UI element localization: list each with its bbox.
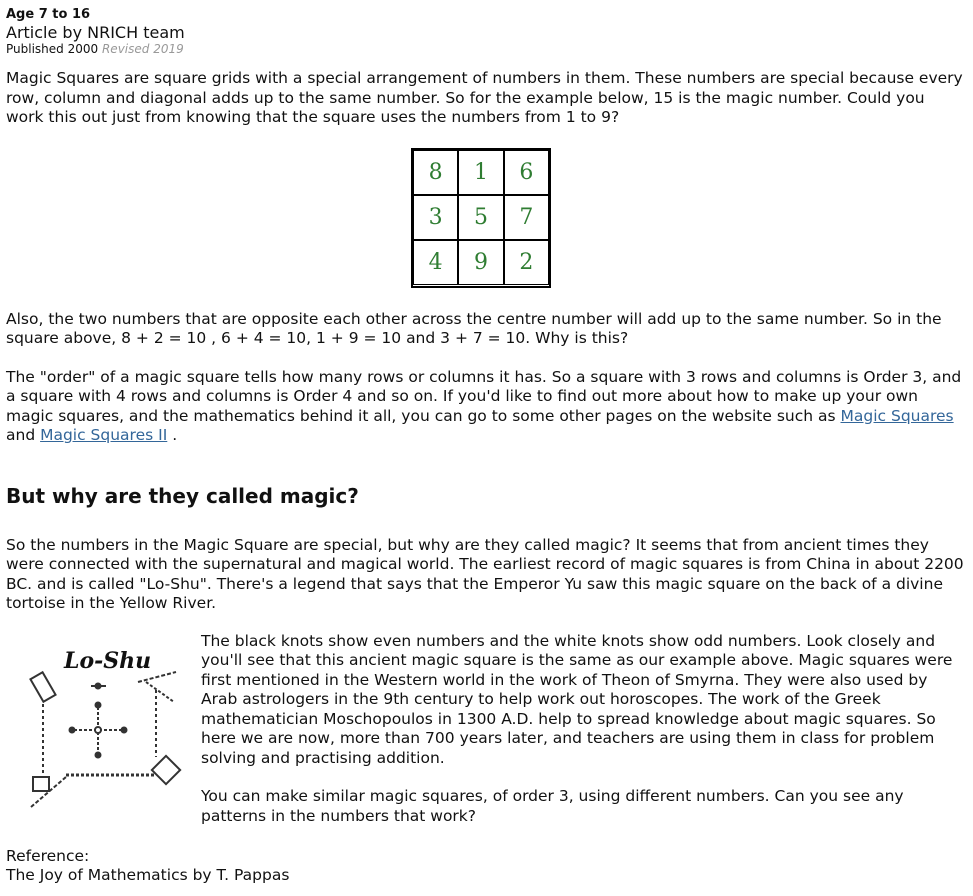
- order-and: and: [6, 426, 41, 444]
- loshu-text-column: [201, 632, 966, 827]
- history-paragraph: So the numbers in the Magic Square are special, but why are they called magic? It seems that from ancient times they were connected with the supernatural and magical world. The earliest record of magic squares is from China in about 2200 BC. and is called "Lo-Shu". There's a legend that says that the Emperor Yu saw this magic square on the back of a divine tortoise in the Yellow River.: [6, 535, 964, 612]
- article: [6, 6, 966, 886]
- byline: Article by NRICH team: [6, 23, 185, 42]
- loshu-section: [6, 632, 966, 827]
- opposites-paragraph: Also, the two numbers that are opposite each other across the centre number will add up to the same number. So in the square above, 8 + 2 = 10 , 6 + 4 = 10, 1 + 9 = 10 and 3 + 7 = 10. Why is this?: [6, 309, 942, 347]
- magic-squares-ii-link[interactable]: Magic Squares II: [40, 426, 168, 444]
- loshu-image: [6, 632, 201, 827]
- magic-square-cell: 1: [458, 150, 503, 195]
- publication-info: [6, 42, 966, 57]
- loshu-center-cross: [70, 702, 127, 757]
- loshu-diagram: [6, 632, 201, 827]
- loshu-label: Lo-Shu: [64, 647, 152, 674]
- magic-square-cell: 4: [413, 240, 458, 285]
- order-text: The "order" of a magic square tells how many rows or columns it has. So a square with 3 rows and columns is Order 3, and a square with 4 rows and columns is Order 4 and so on. If you'd like to find out more about how to make up your own magic squares, and the mathematics behind it all, you can go to some other pages on the website such as: [6, 367, 962, 425]
- magic-square-cell: 6: [504, 150, 549, 195]
- loshu-right-chain: [138, 672, 176, 757]
- order-paragraph: [6, 368, 966, 446]
- reference: [6, 847, 966, 886]
- section-heading: But why are they called magic?: [6, 483, 359, 508]
- revised-date: Revised 2019: [101, 42, 184, 56]
- similar-paragraph: You can make similar magic squares, of order 3, using different numbers. Can you see any patterns in the numbers that work?: [201, 787, 904, 825]
- age-range: Age 7 to 16: [6, 7, 91, 22]
- intro-paragraph: Magic Squares are square grids with a special arrangement of numbers in them. These numbers are special because every row, column and diagonal adds up to the same number. So for the example below, 15 is the magic number. Could you work this out just from knowing that the square uses the numbers from 1 to 9?: [6, 69, 963, 126]
- loshu-bottom-chain: [31, 755, 180, 806]
- knots-paragraph: The black knots show even numbers and the white knots show odd numbers. Look closely and you'll see that this ancient magic square is the same as our example above. Magic squares were first mentioned in the Western world in the work of Theon of Smyrna. They were also used by Arab astrologers in the 9th century to help work out horoscopes. The work of the Greek mathematician Moschopoulos in 1300 A.D. help to spread knowledge about magic squares. So here we are now, more than 700 years later, and teachers are using them in class for problem solving and practising addition.: [201, 631, 953, 767]
- magic-square-cell: 5: [458, 195, 503, 240]
- magic-square-cell: 8: [413, 150, 458, 195]
- published-date: Published 2000: [6, 42, 99, 56]
- magic-squares-link[interactable]: Magic Squares: [840, 406, 954, 425]
- reference-book: The Joy of Mathematics by T. Pappas: [6, 866, 290, 884]
- order-end: .: [167, 426, 178, 444]
- magic-square-cell: 9: [458, 240, 503, 285]
- reference-label: Reference:: [6, 846, 90, 865]
- magic-square-grid: [411, 148, 551, 288]
- magic-square-cell: 3: [413, 195, 458, 240]
- magic-square-cell: 7: [504, 195, 549, 240]
- magic-square-cell: 2: [504, 240, 549, 285]
- loshu-left-chain: [30, 672, 55, 791]
- loshu-top-knot: [91, 683, 106, 688]
